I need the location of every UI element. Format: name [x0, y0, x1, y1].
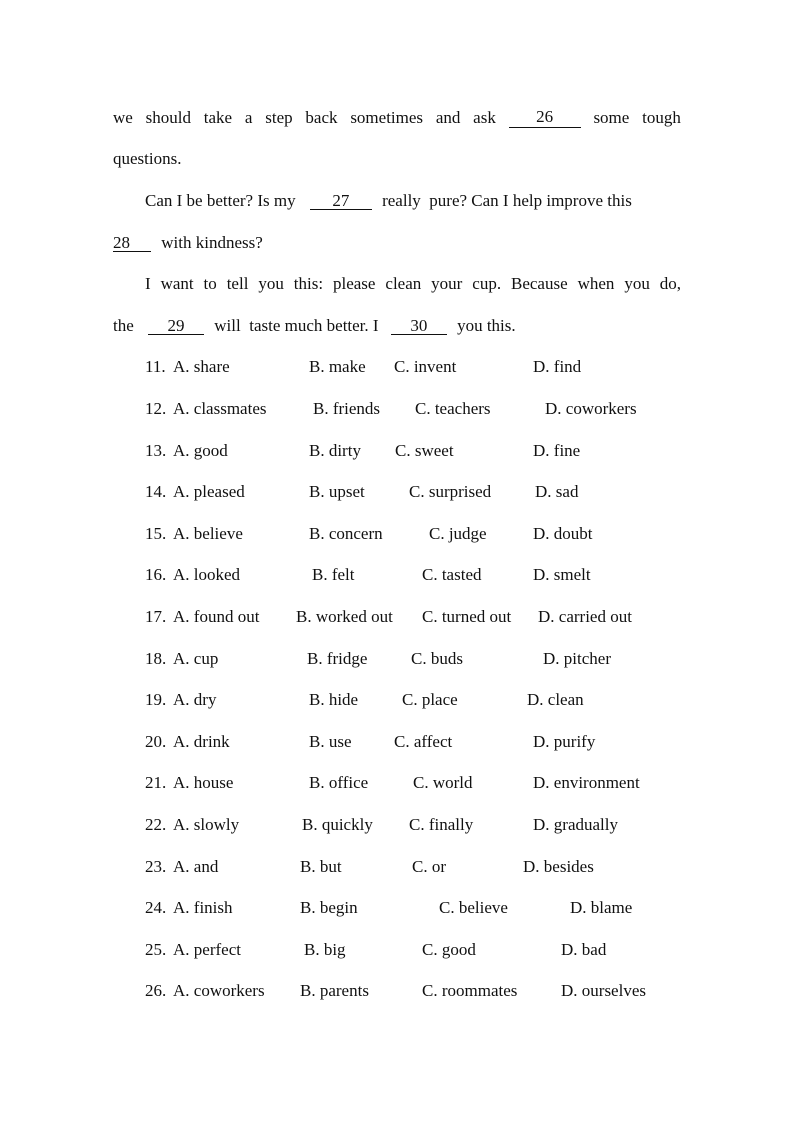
option-c: C. place — [402, 690, 458, 709]
option-d: D. find — [533, 357, 582, 376]
option-a: A. found out — [173, 607, 260, 626]
text-segment: with kindness? — [161, 233, 263, 252]
option-c: C. buds — [411, 649, 463, 668]
option-row-16 — [0, 565, 794, 585]
word: take — [203, 108, 233, 127]
option-c: C. or — [412, 857, 446, 876]
option-row-25 — [0, 940, 794, 960]
option-a: A. cup — [173, 649, 219, 668]
passage-line-3 — [145, 191, 681, 211]
option-c: C. good — [422, 940, 476, 959]
option-a: A. looked — [173, 565, 241, 584]
option-d: D. blame — [570, 898, 633, 917]
question-number: 15. — [145, 524, 167, 543]
option-d: D. gradually — [533, 815, 618, 834]
option-b: B. make — [309, 357, 366, 376]
option-a: A. pleased — [173, 482, 245, 501]
option-d: D. purify — [533, 732, 596, 751]
option-c: C. invent — [394, 357, 457, 376]
option-c: C. believe — [439, 898, 508, 917]
option-b: B. parents — [300, 981, 369, 1000]
option-b: B. office — [309, 773, 369, 792]
question-number: 21. — [145, 773, 167, 792]
question-number: 23. — [145, 857, 167, 876]
passage-line-6 — [113, 316, 681, 336]
option-d: D. clean — [527, 690, 584, 709]
question-number: 17. — [145, 607, 167, 626]
text-segment: the — [113, 316, 134, 335]
option-row-23 — [0, 857, 794, 877]
option-row-19 — [0, 690, 794, 710]
word: ask — [473, 108, 496, 127]
option-row-24 — [0, 898, 794, 918]
option-d: D. bad — [561, 940, 607, 959]
blank-30: 30 — [391, 317, 447, 335]
question-number: 20. — [145, 732, 167, 751]
blank-28: 28 — [113, 234, 151, 252]
option-a: A. drink — [173, 732, 230, 751]
option-a: A. and — [173, 857, 219, 876]
question-number: 19. — [145, 690, 167, 709]
word: step — [265, 108, 293, 127]
question-number: 18. — [145, 649, 167, 668]
option-b: B. fridge — [307, 649, 368, 668]
option-d: D. pitcher — [543, 649, 611, 668]
blank-29: 29 — [148, 317, 204, 335]
option-b: B. dirty — [309, 441, 361, 460]
passage-line-4 — [113, 233, 681, 253]
option-b: B. friends — [313, 399, 381, 418]
blank-27: 27 — [310, 192, 372, 210]
option-a: A. dry — [173, 690, 217, 709]
option-row-26 — [0, 981, 794, 1001]
option-row-20 — [0, 732, 794, 752]
option-row-11 — [0, 357, 794, 377]
option-c: C. surprised — [409, 482, 492, 501]
option-c: C. teachers — [415, 399, 491, 418]
option-d: D. fine — [533, 441, 581, 460]
option-row-14 — [0, 482, 794, 502]
word: we — [113, 108, 133, 127]
option-a: A. share — [173, 357, 230, 376]
option-c: C. judge — [429, 524, 487, 543]
option-c: C. turned out — [422, 607, 512, 626]
option-b: B. worked out — [296, 607, 393, 626]
option-row-13 — [0, 441, 794, 461]
word: a — [244, 108, 253, 127]
option-c: C. finally — [409, 815, 474, 834]
option-b: B. concern — [309, 524, 383, 543]
word: some — [593, 108, 630, 127]
word: tough — [642, 108, 681, 127]
option-d: D. environment — [533, 773, 640, 792]
option-c: C. roommates — [422, 981, 518, 1000]
option-d: D. ourselves — [561, 981, 646, 1000]
option-a: A. coworkers — [173, 981, 265, 1000]
question-number: 14. — [145, 482, 167, 501]
option-b: B. upset — [309, 482, 365, 501]
option-d: D. carried out — [538, 607, 632, 626]
option-row-17 — [0, 607, 794, 627]
option-a: A. slowly — [173, 815, 240, 834]
option-d: D. sad — [535, 482, 579, 501]
word: sometimes — [350, 108, 424, 127]
option-c: C. sweet — [395, 441, 454, 460]
option-a: A. good — [173, 441, 228, 460]
text-segment: will taste much better. I — [214, 316, 379, 335]
text-segment: you this. — [457, 316, 516, 335]
option-d: D. doubt — [533, 524, 593, 543]
question-number: 24. — [145, 898, 167, 917]
option-b: B. use — [309, 732, 352, 751]
option-c: C. tasted — [422, 565, 482, 584]
option-b: B. but — [300, 857, 342, 876]
question-number: 25. — [145, 940, 167, 959]
option-a: A. finish — [173, 898, 233, 917]
passage-line-1 — [113, 108, 681, 128]
text-segment: really pure? Can I help improve this — [382, 191, 632, 210]
text-segment: Can I be better? Is my — [145, 191, 296, 210]
option-row-18 — [0, 649, 794, 669]
option-row-22 — [0, 815, 794, 835]
option-d: D. coworkers — [545, 399, 637, 418]
question-number: 13. — [145, 441, 167, 460]
option-d: D. smelt — [533, 565, 591, 584]
option-a: A. perfect — [173, 940, 241, 959]
word: and — [435, 108, 461, 127]
option-b: B. quickly — [302, 815, 373, 834]
option-a: A. believe — [173, 524, 243, 543]
question-number: 22. — [145, 815, 167, 834]
option-a: A. house — [173, 773, 234, 792]
option-c: C. world — [413, 773, 473, 792]
passage-line-5: I want to tell you this: please clean your cup. Because when you do, — [145, 274, 681, 293]
word: should — [145, 108, 191, 127]
option-row-21 — [0, 773, 794, 793]
option-c: C. affect — [394, 732, 453, 751]
option-b: B. big — [304, 940, 346, 959]
option-a: A. classmates — [173, 399, 267, 418]
option-row-12 — [0, 399, 794, 419]
question-number: 12. — [145, 399, 167, 418]
word: back — [305, 108, 338, 127]
option-row-15 — [0, 524, 794, 544]
blank-26: 26 — [509, 108, 581, 128]
option-b: B. felt — [312, 565, 355, 584]
question-number: 26. — [145, 981, 167, 1000]
question-number: 16. — [145, 565, 167, 584]
question-number: 11. — [145, 357, 166, 376]
option-b: B. hide — [309, 690, 359, 709]
passage-line-2: questions. — [113, 149, 182, 168]
option-d: D. besides — [523, 857, 594, 876]
option-b: B. begin — [300, 898, 358, 917]
